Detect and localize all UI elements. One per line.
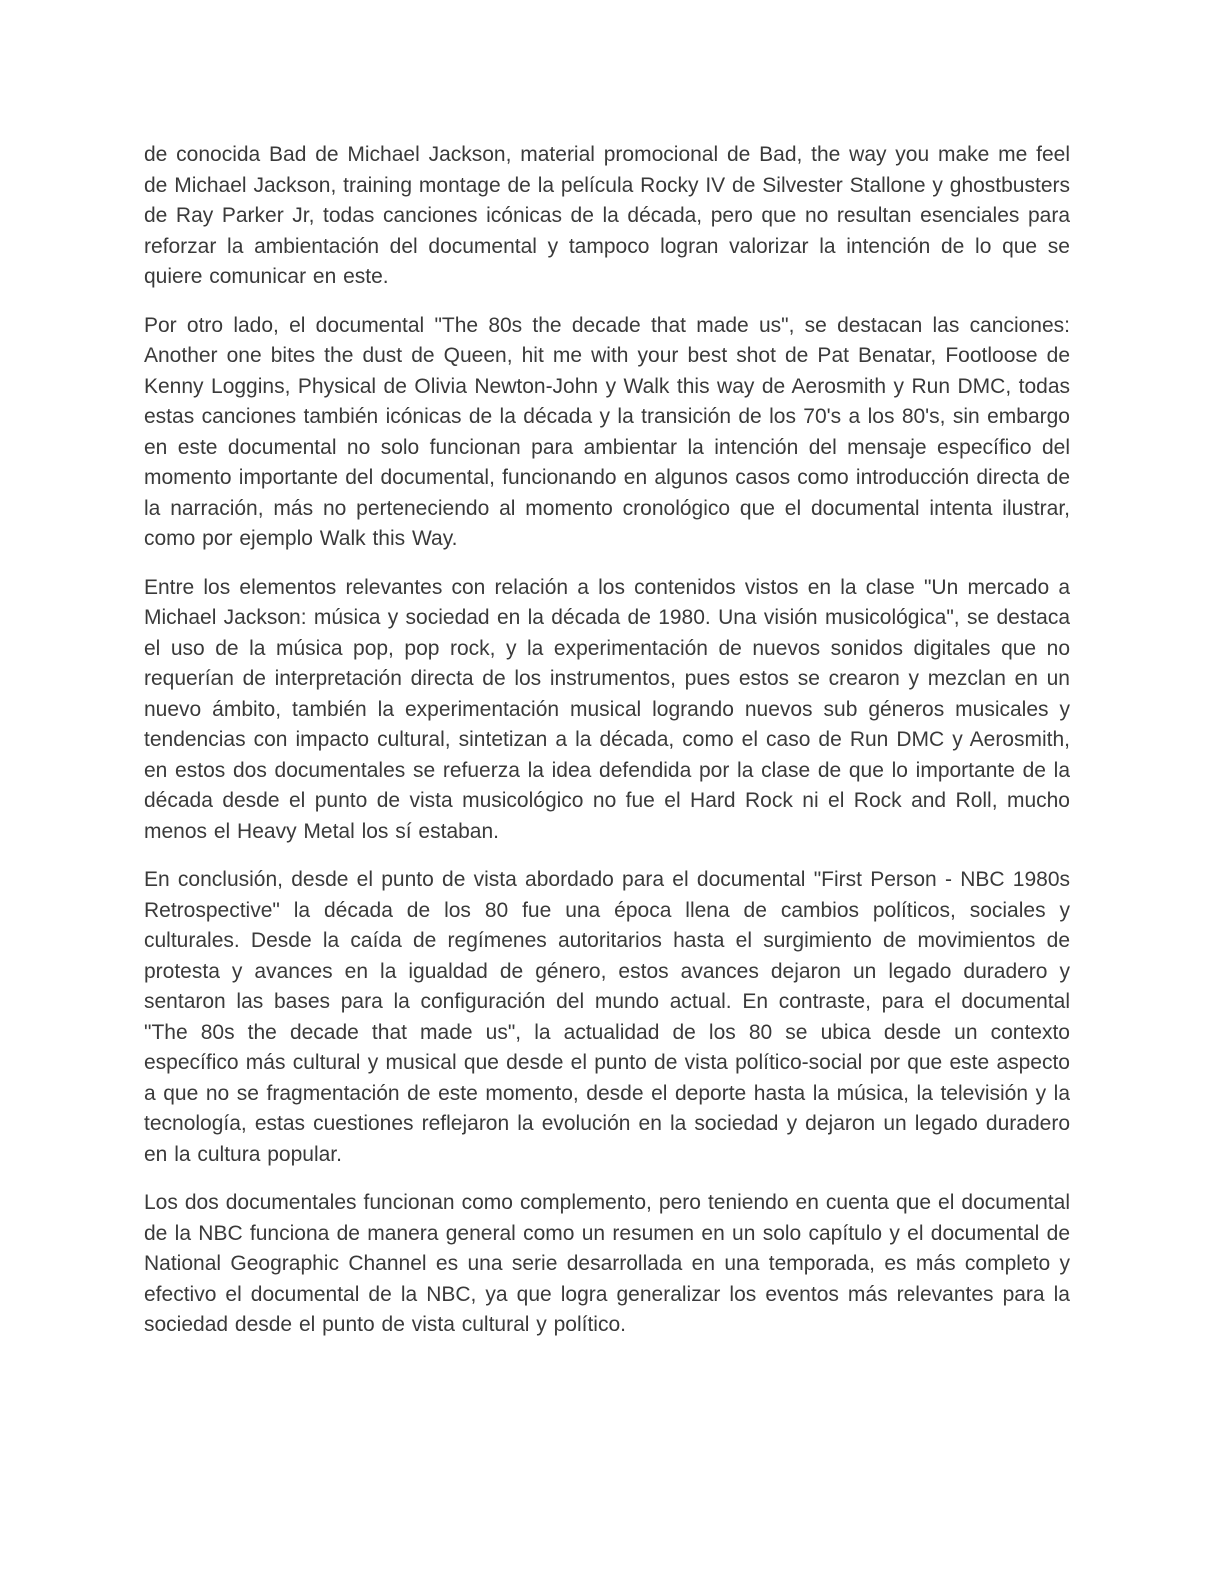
paragraph-1: de conocida Bad de Michael Jackson, material promocional de Bad, the way you make me feel de Michael Jackson, training montage de la película Rocky IV de Silvester Stallone y ghostbusters de Ray Parker Jr, todas canciones icónicas de la década, pero que no resultan esenciales para reforzar la ambientación del documental y tampoco logran valorizar la intención de lo que se quiere comunicar en este. [144,143,1070,288]
paragraph-2: Por otro lado, el documental "The 80s the decade that made us", se destacan las canciones: Another one bites the dust de Queen, hit me with your best shot de Pat Benatar, Footloose de Kenny Loggins, Physical de Olivia Newton-John y Walk this way de Aerosmith y Run DMC, todas estas canciones también icónicas de la década y la transición de los 70's a los 80's, sin embargo en este documental no solo funcionan para ambientar la intención del mensaje específico del momento importante del documental, funcionando en algunos casos como introducción directa de la narración, más no perteneciendo al momento cronológico que el documental intenta ilustrar, como por ejemplo Walk this Way. [144,313,1070,550]
paragraph-4: En conclusión, desde el punto de vista abordado para el documental "First Person - NBC 1980s Retrospective" la década de los 80 fue una época llena de cambios políticos, sociales y culturales. Desde la caída de regímenes autoritarios hasta el surgimiento de movimientos de protesta y avances en la igualdad de género, estos avances dejaron un legado duradero y sentaron las bases para la configuración del mundo actual. En contraste, para el documental "The 80s the decade that made us", la actualidad de los 80 se ubica desde un contexto específico más cultural y musical que desde el punto de vista político-social por que este aspecto a que no se fragmentación de este momento, desde el deporte hasta la música, la televisión y la tecnología, estas cuestiones reflejaron la evolución en la sociedad y dejaron un legado duradero en la cultura popular. [144,868,1070,1166]
paragraph-3: Entre los elementos relevantes con relación a los contenidos vistos en la clase "Un mercado a Michael Jackson: música y sociedad en la década de 1980. Una visión musicológica", se destaca el uso de la música pop, pop rock, y la experimentación de nuevos sonidos digitales que no requerían de interpretación directa de los instrumentos, pues estos se crearon y mezclan en un nuevo ámbito, también la experimentación musical logrando nuevos sub géneros musicales y tendencias con impacto cultural, sintetizan a la década, como el caso de Run DMC y Aerosmith, en estos dos documentales se refuerza la idea defendida por la clase de que lo importante de la década desde el punto de vista musicológico no fue el Hard Rock ni el Rock and Roll, mucho menos el Heavy Metal los sí estaban. [144,575,1070,843]
paragraph-5: Los dos documentales funcionan como complemento, pero teniendo en cuenta que el documental de la NBC funciona de manera general como un resumen en un solo capítulo y el documental de National Geographic Channel es una serie desarrollada en una temporada, es más completo y efectivo el documental de la NBC, ya que logra generalizar los eventos más relevantes para la sociedad desde el punto de vista cultural y político. [144,1191,1070,1336]
document-page [144,140,1070,1430]
